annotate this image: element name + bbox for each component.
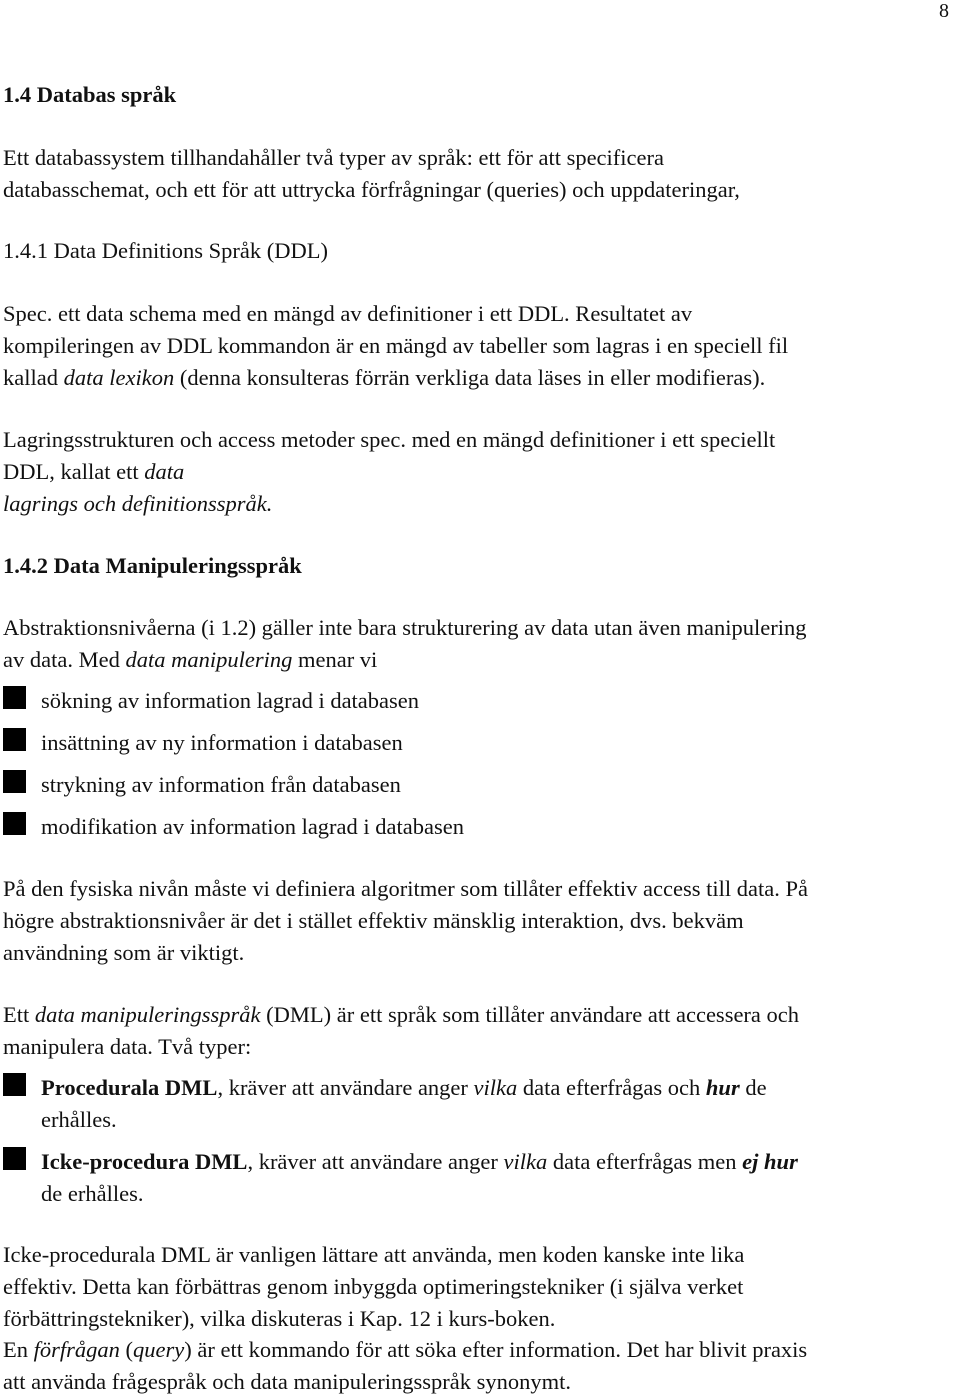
list-item: insättning av ny information i databasen xyxy=(41,730,403,755)
ddl-paragraph-line-3: kallad data lexikon (denna konsulteras förrän verkliga data läses in eller modifieras). xyxy=(3,365,766,390)
procedural-dml-line-2: erhålles. xyxy=(41,1107,117,1132)
bullet-square-icon xyxy=(3,728,26,751)
nonprocedural-paragraph-line-2: effektiv. Detta kan förbättras genom inbyggda optimeringstekniker (i själva verket xyxy=(3,1274,744,1299)
nonprocedural-dml-line-1: Icke-procedura DML, kräver att användare anger vilka data efterfrågas men ej hur xyxy=(41,1149,798,1174)
nonprocedural-dml-line-2: de erhålles. xyxy=(41,1181,144,1206)
storage-paragraph-line-2: DDL, kallat ett data xyxy=(3,459,185,484)
list-item: strykning av information från databasen xyxy=(41,772,401,797)
physical-level-line-2: högre abstraktionsnivåer är det i stället effektiv mänsklig interaktion, dvs. bekväm xyxy=(3,908,744,933)
storage-paragraph-line-1: Lagringsstrukturen och access metoder spec. med en mängd definitioner i ett speciellt xyxy=(3,427,776,452)
physical-level-line-1: På den fysiska nivån måste vi definiera algoritmer som tillåter effektiv access till data. På xyxy=(3,876,808,901)
term-data-manipulering: data manipulering xyxy=(125,647,293,672)
query-paragraph-line-2: att använda frågespråk och data manipuleringsspråk synonymt. xyxy=(3,1369,571,1394)
physical-level-line-3: användning som är viktigt. xyxy=(3,940,245,965)
query-paragraph-line-1: En förfrågan (query) är ett kommando för att söka efter information. Det har blivit praxis xyxy=(3,1337,808,1362)
abstraction-line-1: Abstraktionsnivåerna (i 1.2) gäller inte bara strukturering av data utan även manipulering xyxy=(3,615,807,640)
list-item: sökning av information lagrad i databasen xyxy=(41,688,420,713)
storage-paragraph-line-3 xyxy=(3,493,272,516)
procedural-dml-line-1: Procedurala DML, kräver att användare anger vilka data efterfrågas och hur de xyxy=(41,1075,767,1100)
section-heading: 1.4 Databas språk xyxy=(3,82,177,107)
bullet-square-icon xyxy=(3,1147,26,1170)
term-data-lexikon: data lexikon xyxy=(63,365,175,390)
intro-line-2: databasschemat, och ett för att uttrycka förfrågningar (queries) och uppdateringar, xyxy=(3,177,740,202)
dml-definition-line-2: manipulera data. Två typer: xyxy=(3,1034,252,1059)
bullet-square-icon xyxy=(3,770,26,793)
term-query: query xyxy=(133,1337,185,1362)
term-lagrings-sprak: lagrings och definitionsspråk. xyxy=(3,491,273,516)
dml-heading: 1.4.2 Data Manipuleringsspråk xyxy=(3,553,302,578)
term-forfragan: förfrågan xyxy=(33,1337,120,1362)
intro-line-1: Ett databassystem tillhandahåller två typer av språk: ett för att specificera xyxy=(3,145,664,170)
page-number: 8 xyxy=(939,0,949,22)
abstraction-line-2: av data. Med data manipulering menar vi xyxy=(3,647,378,672)
ddl-heading: 1.4.1 Data Definitions Språk (DDL) xyxy=(3,238,328,263)
nonprocedural-paragraph-line-1: Icke-procedurala DML är vanligen lättare att använda, men koden kanske inte lika xyxy=(3,1242,745,1267)
bullet-square-icon xyxy=(3,812,26,835)
nonprocedural-paragraph-line-3: förbättringstekniker), vilka diskuteras i Kap. 12 i kurs-boken. xyxy=(3,1306,556,1331)
ddl-paragraph-line-2: kompileringen av DDL kommandon är en mängd av tabeller som lagras i en speciell fil xyxy=(3,333,789,358)
dml-definition-line-1: Ett data manipuleringsspråk (DML) är ett språk som tillåter användare att accessera och xyxy=(3,1002,800,1027)
bullet-square-icon xyxy=(3,686,26,709)
ddl-paragraph-line-1: Spec. ett data schema med en mängd av definitioner i ett DDL. Resultatet av xyxy=(3,301,693,326)
list-item: modifikation av information lagrad i databasen xyxy=(41,814,464,839)
term-data-manipuleringssprak: data manipuleringsspråk xyxy=(34,1002,261,1027)
bullet-square-icon xyxy=(3,1073,26,1096)
